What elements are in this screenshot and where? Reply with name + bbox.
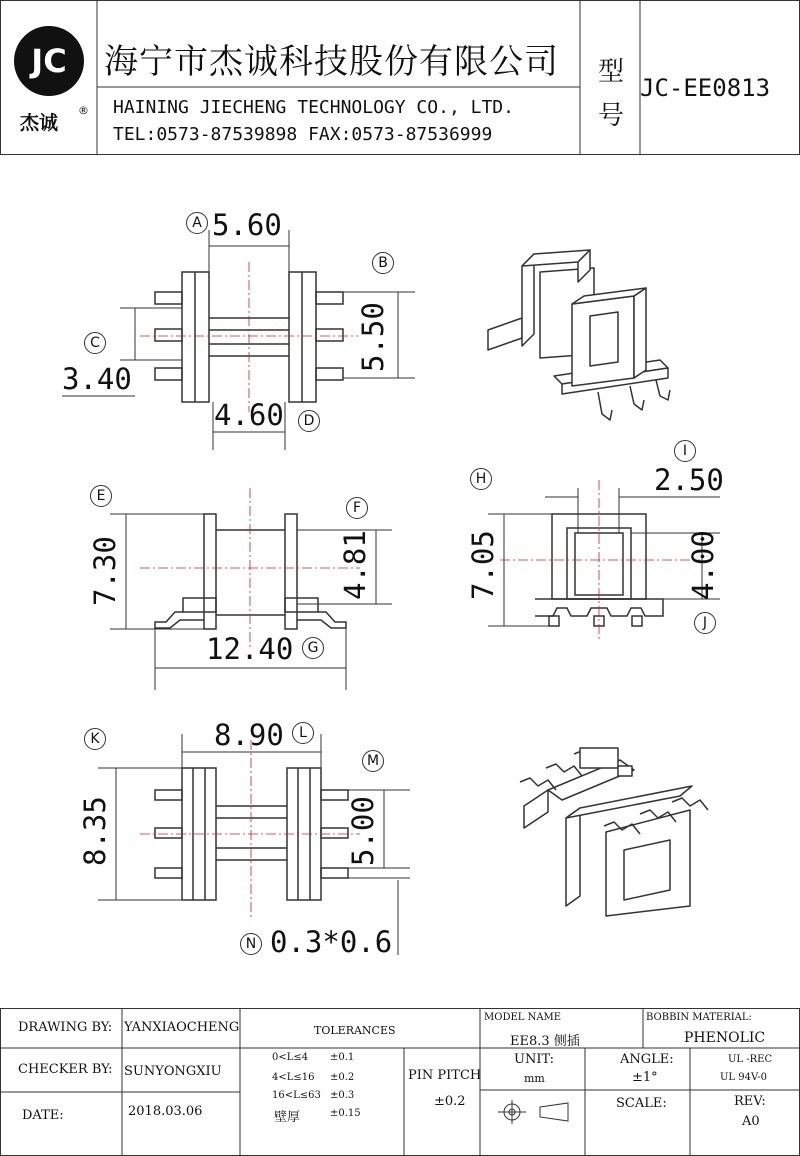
model-label-2: 号 [598, 101, 625, 131]
registered-mark: ® [78, 104, 89, 117]
dim-value-g: 12.40 [206, 632, 294, 666]
drawing-by-value: YANXIAOCHENG [124, 1020, 240, 1035]
tolerances-label: TOLERANCES [314, 1024, 396, 1037]
unit-label: UNIT: [514, 1052, 555, 1067]
rev-label: REV: [734, 1094, 766, 1109]
dim-letter-c: C [84, 332, 106, 354]
ul-rec: UL -REC [728, 1054, 773, 1065]
dim-letter-l: L [292, 722, 314, 744]
date-label: DATE: [22, 1108, 64, 1123]
dim-value-d: 4.60 [214, 398, 284, 432]
tol-row1-range: 0<L≤4 [272, 1052, 309, 1063]
model-code: JC-EE0813 [640, 74, 771, 102]
ul-94v0: UL 94V-0 [720, 1072, 768, 1083]
company-contact: TEL:0573-87539898 FAX:0573-87536999 [113, 124, 493, 145]
tol-row2-value: ±0.2 [330, 1072, 355, 1083]
angle-label: ANGLE: [620, 1052, 674, 1067]
tol-row4-value: ±0.15 [330, 1108, 361, 1119]
tol-row3-range: 16<L≤63 [272, 1090, 321, 1101]
dim-value-k: 8.35 [78, 796, 112, 866]
centerlines-top [140, 262, 358, 412]
checker-by-label: CHECKER BY: [18, 1062, 113, 1077]
dim-letter-b: B [372, 252, 394, 274]
dim-value-j: 4.00 [686, 530, 720, 600]
dim-value-n: 0.3*0.6 [270, 925, 393, 959]
dim-value-a: 5.60 [212, 208, 282, 242]
logo-text: JC [31, 42, 67, 80]
iso-view-2 [520, 748, 708, 916]
dim-letter-a: A [186, 212, 208, 234]
pin-pitch-value: ±0.2 [434, 1094, 466, 1109]
logo-subtitle: 杰诚 [20, 112, 59, 134]
unit-value: mm [524, 1072, 545, 1085]
model-label-1: 型 [598, 57, 625, 87]
dim-value-l: 8.90 [214, 718, 284, 752]
dim-value-f: 4.81 [338, 530, 372, 600]
model-name-value: EE8.3 侧插 [510, 1034, 580, 1049]
date-value: 2018.03.06 [128, 1104, 203, 1119]
dim-letter-f: F [346, 497, 368, 519]
model-label [598, 50, 624, 138]
dim-value-e: 7.30 [88, 536, 122, 606]
view-side [155, 514, 346, 629]
dim-value-i: 2.50 [654, 463, 724, 497]
pin-pitch-label: PIN PITCH [408, 1068, 482, 1083]
dim-letter-d: D [298, 410, 320, 432]
dim-letter-n: N [240, 933, 262, 955]
dim-letter-i: I [674, 440, 696, 462]
company-name-en: HAINING JIECHENG TECHNOLOGY CO., LTD. [113, 97, 514, 118]
company-logo [14, 26, 84, 96]
dim-value-h: 7.05 [466, 530, 500, 600]
company-name-cn: 海宁市杰诚科技股份有限公司 [104, 42, 559, 82]
dim-value-m: 5.00 [346, 796, 380, 866]
dim-value-c: 3.40 [62, 362, 132, 396]
dim-letter-j: J [694, 612, 716, 634]
dim-letter-g: G [302, 637, 324, 659]
dim-letter-k: K [84, 728, 106, 750]
bobbin-material-value: PHENOLIC [684, 1030, 766, 1046]
dim-letter-m: M [362, 750, 384, 772]
centerlines-bottom [140, 740, 360, 920]
iso-view-1 [488, 250, 670, 420]
checker-by-value: SUNYONGXIU [124, 1064, 222, 1079]
angle-value: ±1° [632, 1070, 658, 1085]
tol-row2-range: 4<L≤16 [272, 1072, 315, 1083]
tol-row3-value: ±0.3 [330, 1090, 355, 1101]
dim-letter-e: E [90, 485, 112, 507]
dim-letter-h: H [470, 468, 492, 490]
tol-row4-range: 壁厚 [274, 1110, 301, 1125]
model-name-label: MODEL NAME [484, 1012, 562, 1023]
scale-label: SCALE: [616, 1096, 667, 1111]
tol-row1-value: ±0.1 [330, 1052, 355, 1063]
title-block-frame [0, 1008, 800, 1156]
drawing-by-label: DRAWING BY: [18, 1020, 113, 1035]
projection-symbol-icon [498, 1100, 568, 1124]
bobbin-material-label: BOBBIN MATERIAL: [646, 1012, 752, 1023]
rev-value: A0 [742, 1114, 760, 1129]
dim-value-b: 5.50 [356, 302, 390, 372]
